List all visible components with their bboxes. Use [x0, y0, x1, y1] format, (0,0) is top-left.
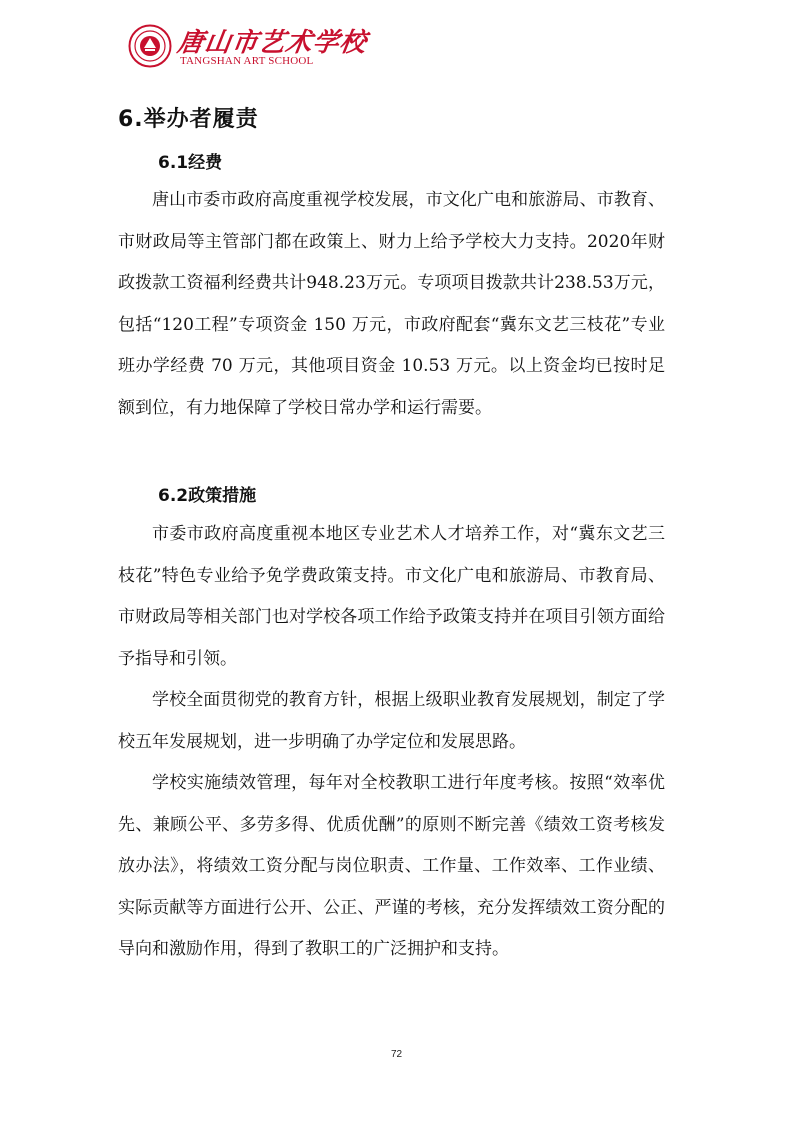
page-number: 72 [390, 1049, 403, 1060]
paragraph-development-plan: 学校全面贯彻党的教育方针，根据上级职业教育发展规划，制定了学校五年发展规划，进一步明确了办学定位和发展思路。 [118, 690, 665, 752]
school-logo-english: TANGSHAN ART SCHOOL [180, 55, 314, 67]
paragraph-policy-support: 市委市政府高度重视本地区专业艺术人才培养工作，对“冀东文艺三枝花”特色专业给予免学费政策支持。市文化广电和旅游局、市教育局、市财政局等相关部门也对学校各项工作给予政策支持并在项目引领方面给予指导和引领。 [118, 524, 665, 669]
subsection-title-funding: 6.1经费 [158, 153, 223, 173]
school-seal-icon [128, 24, 172, 68]
paragraph-funding: 唐山市委市政府高度重视学校发展，市文化广电和旅游局、市教育、市财政局等主管部门都在政策上、财力上给予学校大力支持。2020年财政拨款工资福利经费共计948.23万元。专项项目拨款共计238.53万元，包括“120工程”专项资金 150 万元，市政府配套“冀东文艺三枝花”专业班办学经费 70 万元，其他项目资金 10.53 万元。以上资金均已按时足额到位，有力地保障了学校日常办学和运行需要。 [118, 190, 665, 418]
paragraph-performance-management: 学校实施绩效管理，每年对全校教职工进行年度考核。按照“效率优先、兼顾公平、多劳多得、优质优酬”的原则不断完善《绩效工资考核发放办法》，将绩效工资分配与岗位职责、工作量、工作效率、工作业绩、实际贡献等方面进行公开、公正、严谨的考核，充分发挥绩效工资分配的导向和激励作用，得到了教职工的广泛拥护和支持。 [118, 773, 665, 959]
subsection-title-policy: 6.2政策措施 [158, 486, 257, 506]
school-header [128, 22, 369, 72]
section-title: 6.举办者履责 [118, 107, 259, 132]
school-logo-chinese: 唐山市艺术学校 [175, 28, 369, 58]
